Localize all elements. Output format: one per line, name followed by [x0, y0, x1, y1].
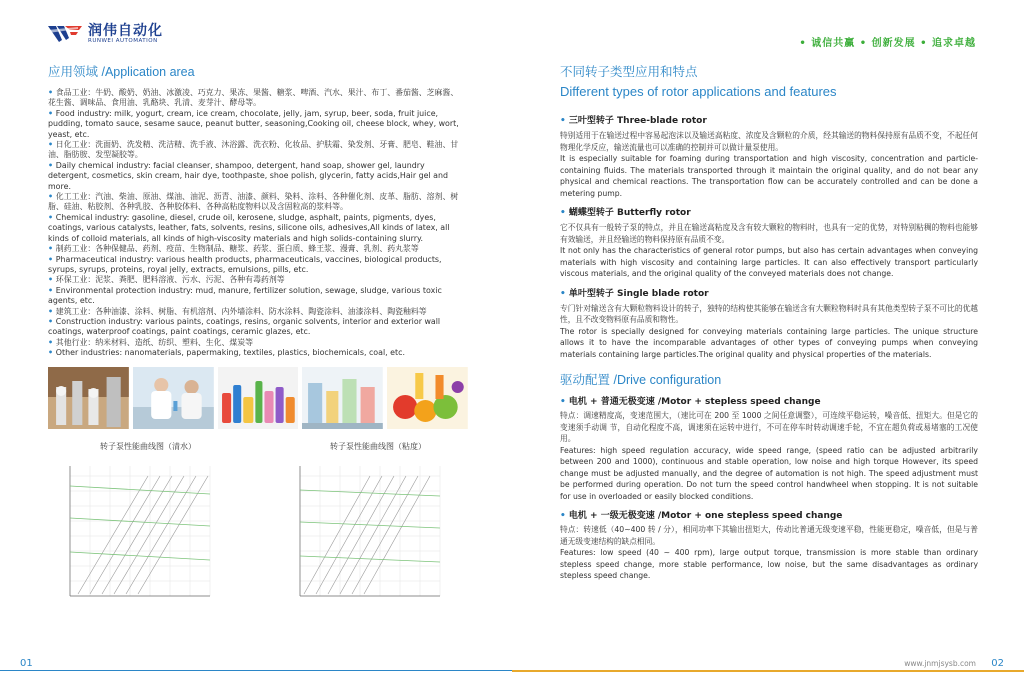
page-header [0, 0, 1024, 60]
chart-viscosity-curves [278, 456, 478, 606]
list-item: • 日化工业：洗面奶、洗发精、洗洁精、洗手液、沐浴露、洗衣粉、化妆品、护肤霜、染发剂、牙膏、肥皂、鞋油、甘油、脂肪胺、发型凝胶等。 [48, 140, 459, 160]
chart-water-curves [48, 456, 248, 606]
drive-title: 电机 + 普通无极变速 /Motor + stepless speed change [568, 397, 821, 407]
rotor-title: 蝴蝶型转子 Butterfly rotor [568, 208, 691, 218]
rotor-desc-en: The rotor is specially designed for conveying materials containing large particles. The unique structure allows it to have the incomparable advantages of other types of conveying pumps when conveying materials containing large particles.The original quality and physical properties of the materials. [560, 326, 978, 359]
rotor-three-blade: • 三叶型转子 Three-blade rotor 特别适用于在输送过程中容易起泡沫以及输送高粘度、浓度及含颗粒的介质，经其输送的物料保持原有品质不变，不起任何物理化学反应，输送流量也可以准确的控制并可以做计量泵使用。 It is especially suitable for foaming during transportation and high viscosity, concentration and particle-containing fluids. The materials transported through it maintain the original quality, and do not bear any physical and chemical reactions. The transportation flow can be accurately controlled and can be done a metering pump. [560, 116, 978, 198]
list-item: • 建筑工业：各种油漆、涂料、树脂、有机溶剂、内外墙涂料、防水涂料、陶瓷涂料、油漆涂料、陶瓷釉料等 [48, 306, 427, 316]
rotor-desc-cn: 特别适用于在输送过程中容易起泡沫以及输送高粘度、浓度及含颗粒的介质，经其输送的物料保持原有品质不变，不起任何物理化学反应，输送流量也可以准确的控制并可以做计量泵使用。 [560, 131, 978, 152]
drive-desc-en: Features: low speed (40 ~ 400 rpm), large output torque, transmission is more stable than ordinary stepless speed change, more stable performance, low noise, but the same disadvantages as ordinary stepless speed change. [560, 548, 978, 580]
list-item: • 食品工业：牛奶、酸奶、奶油、冰激凌、巧克力、果冻、果酱、糖浆、啤酒、汽水、果汁、布丁、番茄酱、芝麻酱、花生酱、调味品、食用油、乳酪块、乳清、麦芽汁、酵母等。 [48, 88, 459, 108]
rotor-types-title-en: Different types of rotor applications and features [560, 84, 837, 99]
left-column [48, 62, 466, 610]
factory-photo [48, 367, 129, 429]
rotor-desc-cn: 它不仅具有一般转子泵的特点，并且在输送高粘度及含有较大颗粒的物料时，也具有一定的优势，对特别粘稠的物料也能够有效输送，并且经输送的物料保持原有品质不变。 [560, 223, 978, 244]
food-photo [387, 367, 468, 429]
list-item: • Construction industry: various paints, coatings, resins, organic solvents, interior and exterior wall coatings, waterproof coatings, paint coatings, ceramic glazes, etc. [48, 316, 441, 337]
list-item: • 其他行业：纳米材料、造纸、纺织、塑料、生化、煤炭等 [48, 337, 254, 347]
chart-water-title: 转子泵性能曲线图（清水） [100, 441, 196, 451]
rotor-desc-cn: 专门针对输送含有大颗粒物料设计的转子，独特的结构使其能够在输送含有大颗粒物料时具有其他类型转子泵不可比的优越性，且不改变物料原有品质和物性。 [560, 303, 978, 324]
lab-photo [133, 367, 214, 429]
logo-mark-icon [48, 24, 82, 44]
page-number-right: 02 [991, 658, 1004, 669]
drive-stepless: • 电机 + 普通无极变速 /Motor + stepless speed change 特点：调速精度高，变速范围大，（速比可在 200 至 1000 之间任意调整），可连续平稳运转，噪音低、扭矩大。但是它的变速须手动调 节，自动化程度不高，调速须在运转中进行，不可在停车时转动调速手轮，不宜在超负荷或易堵塞的工况使用。 Features: high speed regulation accuracy, wide speed range, (speed ratio can be adjusted arbitrarily between 200 and 1000), continuous and stable operation, low noise and high torque However, its speed change must be adjusted manually, and the degree of automation is not high. The speed adjustment must be performed during operation. Do not turn the speed control handwheel when stopping. It is not suitable for use in overloaded or easily blocked conditions. [560, 397, 978, 501]
website-link[interactable]: www.jnmjsysb.com [904, 659, 976, 668]
logo-cn: 润伟自动化 [88, 23, 163, 39]
chemicals-photo [302, 367, 383, 429]
page-number-left: 01 [20, 658, 33, 669]
list-item: • 化工工业：汽油、柴油、原油、煤油、油泥、沥青、油漆、颜料、染料、涂料、各种催化剂、皮革、脂肪、溶剂、树脂、硅油、粘胶剂、各种乳胶、各种胶体料、各种高粘度物料以及含固粒高的浆料等。 [48, 192, 459, 212]
drive-title: 电机 + 一级无极变速 /Motor + one stepless speed change [568, 511, 843, 521]
page-footer [0, 656, 1024, 695]
rotor-single-blade: • 单叶型转子 Single blade rotor 专门针对输送含有大颗粒物料设计的转子，独特的结构使其能够在输送含有大颗粒物料时具有其他类型转子泵不可比的优越性，且不改变物料原有品质和物性。 The rotor is specially designed for conveying materials containing large particles. The unique structure allows it to have the incomparable advantages of other types of conveying pumps when conveying materials containing large particles.The original quality and physical properties of the materials. [560, 288, 978, 359]
rotor-types-title-cn: 不同转子类型应用和特点 [560, 64, 698, 79]
rotor-butterfly: • 蝴蝶型转子 Butterfly rotor 它不仅具有一般转子泵的特点，并且在输送高粘度及含有较大颗粒的物料时，也具有一定的优势，对特别粘稠的物料也能够有效输送，并且经输送的物料保持原有品质不变。 It not only has the characteristics of general rotor pumps, but also has certain advantages when conveying materials with high viscosity and containing large particles. It can also effectively transport particularly viscous materials, and the original quality of the conveyed materials does not change. [560, 208, 978, 278]
chart-viscosity-title: 转子泵性能曲线图（粘度） [330, 441, 426, 451]
list-item: • Other industries: nanomaterials, papermaking, textiles, plastics, biochemicals, coal, etc. [48, 348, 405, 358]
rotor-desc-en: It not only has the characteristics of general rotor pumps, but also has certain advantages when conveying materials with high viscosity and containing large particles. It can also effectively transport particularly viscous materials, and the original quality of the conveyed materials does not change. [560, 246, 978, 278]
brand-logo [48, 24, 163, 44]
drive-desc-cn: 特点：转速低（40~400 转 / 分），相同功率下其输出扭矩大，传动比普通无级变速平稳，性能更稳定，噪音低，但是与普通无级变速结构的缺点相同。 [560, 525, 978, 546]
list-item: • Chemical industry: gasoline, diesel, crude oil, kerosene, sludge, asphalt, paints, pigments, dyes, coatings, various catalysts, leather, fats, solvents, resins, silicone oils, adhesives,All kinds of latex, all kinds of colloid materials, all kinds of high-viscosity materials and high solids-containing slurry. [48, 212, 450, 243]
application-list [48, 88, 466, 359]
drive-desc-cn: 特点：调速精度高，变速范围大，（速比可在 200 至 1000 之间任意调整），可连续平稳运转，噪音低、扭矩大。但是它的变速须手动调 节，自动化程度不高，调速须在运转中进行，不可在停车时转动调速手轮，不宜在超负荷或易堵塞的工况使用。 [560, 411, 978, 443]
list-item: • Environmental protection industry: mud, manure, fertilizer solution, sewage, sludge, various toxic agents, etc. [48, 285, 442, 306]
footer-divider-right [512, 670, 1024, 672]
performance-charts [48, 441, 466, 610]
rotor-title: 单叶型转子 Single blade rotor [568, 288, 709, 299]
list-item: • 环保工业：泥浆、粪肥、肥料溶液、污水、污泥、各种有毒药剂等 [48, 275, 285, 285]
list-item: • Food industry: milk, yogurt, cream, ice cream, chocolate, jelly, jam, syrup, beer, soda, fruit juice, pudding, tomato sauce, sesame sauce, peanut butter, seasoning,Cooking oil, cheese block, whey, wort, yeast, etc. [48, 108, 459, 139]
drive-config-title: 驱动配置 /Drive configuration [560, 373, 722, 387]
footer-divider-left [0, 670, 512, 671]
application-area-title: 应用领域 /Application area [48, 65, 195, 79]
list-item: • Daily chemical industry: facial cleanser, shampoo, detergent, hand soap, shower gel, laundry detergent, cosmetics, skin cream, hair dye, toothpaste, shoe polish, glycerin, fatty acids,Hair gel and more. [48, 160, 449, 191]
chart-viscosity [278, 441, 478, 610]
photo-strip [48, 367, 468, 429]
right-column [560, 62, 978, 582]
rotor-title: 三叶型转子 Three-blade rotor [568, 116, 707, 126]
drive-desc-en: Features: high speed regulation accuracy, wide speed range, (speed ratio can be adjusted arbitrarily between 200 and 1000), continuous and stable operation, low noise and high torque However, its speed change must be adjusted manually, and the degree of automation is not high. The speed adjustment must be performed during operation. Do not turn the speed control handwheel when stopping. It is not suitable for use in overloaded or easily blocked conditions. [560, 445, 978, 501]
products-photo [218, 367, 299, 429]
list-item: • 制药工业：各种保健品、药剂、疫苗、生物制品、糖浆、药浆、蛋白质、蜂王浆、漫膏、乳剂、药丸浆等 [48, 244, 419, 254]
rotor-desc-en: It is especially suitable for foaming during transportation and high viscosity, concentration and particle-containing fluids. The materials transported through it maintain the original quality, and do not bear any physical and chemical reactions. The transportation flow can be accurately controlled and can be done a metering pump. [560, 154, 978, 198]
drive-one-stepless: • 电机 + 一级无极变速 /Motor + one stepless speed change 特点：转速低（40~400 转 / 分），相同功率下其输出扭矩大，传动比普通无级变速平稳，性能更稳定，噪音低，但是与普通无级变速结构的缺点相同。 Features: low speed (40 ~ 400 rpm), large output torque, transmission is more stable than ordinary stepless speed change, more stable performance, low noise, but the same disadvantages as ordinary stepless speed change. [560, 511, 978, 580]
list-item: • Pharmaceutical industry: various health products, pharmaceuticals, vaccines, biological products, syrups, syrups, proteins, royal jelly, extracts, emulsions, pills, etc. [48, 254, 442, 274]
chart-water [48, 441, 248, 610]
slogan: • 诚信共赢 • 创新发展 • 追求卓越 [799, 38, 976, 49]
logo-en: RUNWEI AUTOMATION [88, 38, 158, 44]
